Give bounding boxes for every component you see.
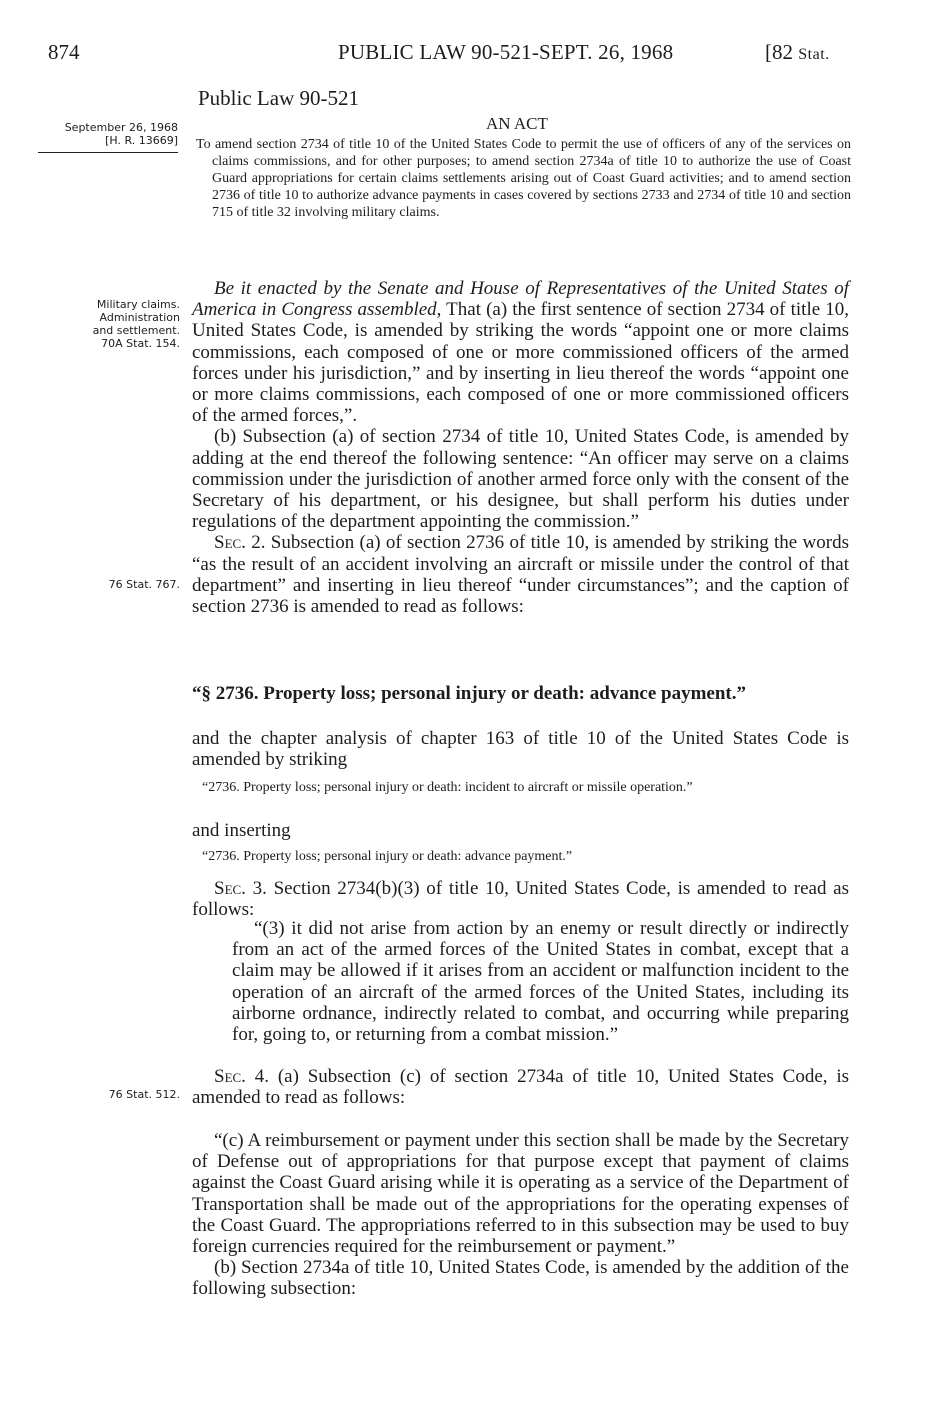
enacting-clause: Be it enacted by the Senate and House of Representatives of the United States of America in Congress assembled: [192, 278, 849, 321]
sidenote-76-stat-512: 76 Stat. 512.: [108, 1088, 180, 1101]
section-4b: (b) Section 2734a of title 10, United States Code, is amended by the addition of the following subsection:: [192, 1257, 849, 1300]
enactment-date: September 26, 1968: [64, 121, 178, 134]
section-3-label: Sec. 3.: [214, 878, 267, 899]
section-4a-intro: [192, 1066, 849, 1108]
volume-suffix: Stat.: [798, 46, 830, 63]
sidenote-claims-4: 70A Stat. 154.: [101, 337, 180, 350]
section-2: [192, 532, 849, 617]
act-summary: [196, 136, 851, 221]
section-4-label: Sec. 4.: [214, 1066, 269, 1087]
section-3-quote: [232, 918, 849, 1045]
section-4a-quote: “(c) A reimbursement or payment under this section shall be made by the Secretary of Defense out of appropriations for that purpose except that payment of claims against the Coast Guard arising while it is operating as a service of the Department of Transportation shall be made out of the appropriations for the operating expenses of the Coast Guard. The appropriations referred to in this subsection may be used to buy foreign currencies required for the reimbursement or payment.”: [192, 1130, 849, 1258]
section-1a-text: , That (a) the first sentence of section 2734 of title 10, United States Code, is amended by striking the words “appoint one or more claims commissions, each composed of one or more commissioned officers of the armed forces under his jurisdiction,” and by inserting in lieu thereof the words “appoint one or more claims commissions, each composed of one or more commissioned officers of the armed forces,”.: [192, 299, 849, 427]
section-1a: [192, 278, 849, 426]
sidenote-date-bill: [38, 121, 178, 153]
summary-text: To amend section 2734 of title 10 of the United States Code to permit the use of officers of any of the services on claims commissions, and for other purposes; to amend section 2734a of title 10 to authorize the use of Coast Guard appropriations for certain claims settlements arising out of Coast Guard activities; and to amend section 2736 of title 10 to authorize advance payments in cases covered by sections 2733 and 2734 of title 10 and section 715 of title 32 involving military claims.: [196, 137, 851, 220]
sidenote-claims-2: Administration: [99, 311, 180, 324]
sidenote-rule: [38, 152, 178, 153]
section-4a-text: (a) Subsection (c) of section 2734a of title 10, United States Code, is amended to read as follows:: [192, 1066, 849, 1109]
section-3-text: Section 2734(b)(3) of title 10, United States Code, is amended to read as follows:: [192, 878, 849, 921]
section-2736-heading: “§ 2736. Property loss; personal injury or death: advance payment.”: [192, 683, 746, 704]
section-4a: [192, 1066, 849, 1108]
sidenote-76-stat-767: 76 Stat. 767.: [108, 578, 180, 591]
sidenote-claims-3: and settlement.: [92, 324, 180, 337]
insert-quote: “2736. Property loss; personal injury or death: advance payment.”: [202, 849, 573, 864]
volume-citation: [765, 40, 830, 65]
sidenote-claims-1: Military claims.: [96, 298, 180, 311]
chapter-analysis-text: and the chapter analysis of chapter 163 of title 10 of the United States Code is amended by striking: [192, 728, 849, 771]
section-2-text: Subsection (a) of section 2736 of title 10, is amended by striking the words “as the result of an accident involving an aircraft or missile under the control of that department” and inserting in lieu thereof “under circumstances”; and the caption of section 2736 is amended to read as follows:: [192, 532, 849, 618]
running-head: PUBLIC LAW 90-521-SEPT. 26, 1968: [338, 40, 674, 64]
page-header: [0, 40, 939, 70]
section-1b: (b) Subsection (a) of section 2734 of title 10, United States Code, is amended by adding at the end thereof the following sentence: “An officer may serve on a claims commission under the jurisdiction of another armed force only with the consent of the Secretary of his department, or his designee, but shall perform his duties under regulations of the department appointing the commission.”: [192, 426, 849, 533]
section-4-quote-and-b: [192, 1130, 849, 1300]
strike-quote: “2736. Property loss; personal injury or death: incident to aircraft or missile operation.”: [202, 780, 693, 795]
section-3: [192, 878, 849, 920]
section-3-intro: [192, 878, 849, 920]
bill-number: [H. R. 13669]: [105, 134, 178, 147]
and-inserting: [192, 820, 849, 841]
volume-prefix: [82: [765, 40, 799, 64]
sidenote-military-claims: [40, 298, 180, 350]
public-law-label: Public Law 90-521: [198, 86, 359, 110]
section-2-label: Sec. 2.: [214, 532, 266, 554]
page-number: 874: [48, 40, 80, 64]
chapter-analysis: [192, 728, 849, 770]
section-3-quote-text: “(3) it did not arise from action by an enemy or result directly or indirectly from an act of the armed forces of the United States in combat, except that a claim may be allowed if it arises from an accident or malfunction incident to the operation of an aircraft of the armed forces of the United States, including its airborne ordnance, indirectly related to combat, and occurring while preparing for, going to, or returning from a combat mission.”: [232, 918, 849, 1046]
and-inserting-text: and inserting: [192, 820, 291, 841]
act-title: AN ACT: [486, 114, 548, 133]
section-1-and-2: [192, 278, 849, 617]
